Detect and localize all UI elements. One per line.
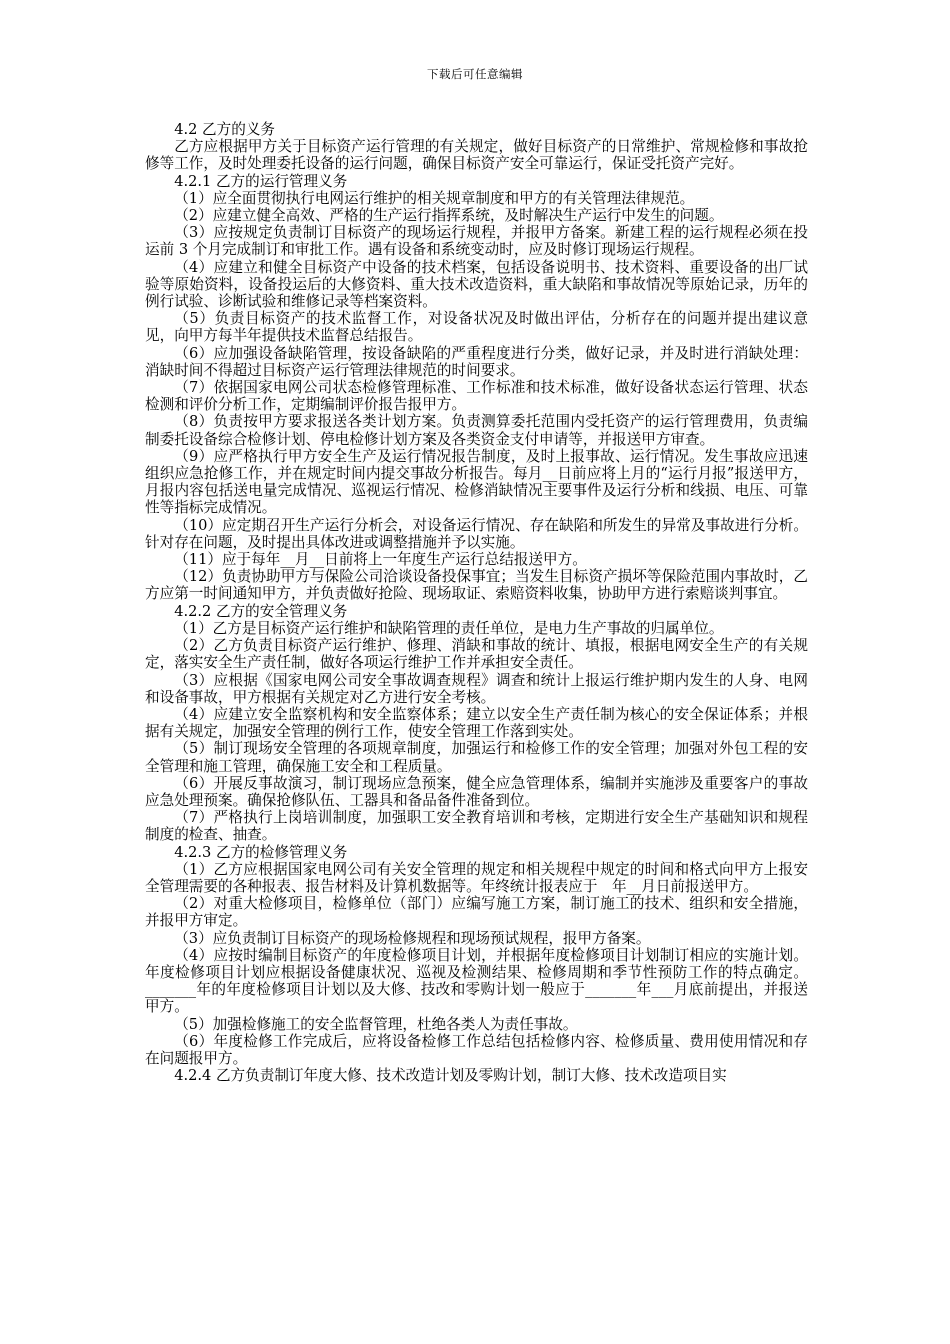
list-item: （7）严格执行上岗培训制度，加强职工安全教育培训和考核，定期进行安全生产基础知识和规程制度的检查、抽查。 [145,809,808,844]
list-item: （6）应加强设备缺陷管理，按设备缺陷的严重程度进行分类，做好记录，并及时进行消缺处理：消缺时间不得超过目标资产运行管理法律规范的时间要求。 [145,344,808,379]
paragraph: 乙方应根据甲方关于目标资产运行管理的有关规定，做好目标资产的日常维护、常规检修和事故抢修等工作，及时处理委托设备的运行问题，确保目标资产安全可靠运行，保证受托资产完好。 [145,138,808,173]
list-item: （11）应于每年__月__日前将上一年度生产运行总结报送甲方。 [174,551,587,569]
list-item: （9）应严格执行甲方安全生产及运行情况报告制度，及时上报事故、运行情况。发生事故应迅速组织应急抢修工作，并在规定时间内提交事故分析报告。每月__日前应将上月的“运行月报”报送甲方，月报内容包括送电量完成情况、巡视运行情况、检修消缺情况主要事件及运行分析和线损、电压、可靠性等指标完成情况。 [145,447,808,517]
list-item: （2）乙方负责目标资产运行维护、修理、消缺和事故的统计、填报，根据电网安全生产的有关规定，落实安全生产责任制，做好各项运行维护工作并承担安全责任。 [145,637,808,672]
list-item: （1）应全面贯彻执行电网运行维护的相关规章制度和甲方的有关管理法律规范。 [174,189,695,207]
document-body [145,121,808,1084]
list-item: （4）应建立安全监察机构和安全监察体系；建立以安全生产责任制为核心的安全保证体系；并根据有关规定，加强安全管理的例行工作，使安全管理工作落到实处。 [145,705,808,741]
list-item: （1）乙方应根据国家电网公司有关安全管理的规定和相关规程中规定的时间和格式向甲方上报安全管理需要的各种报表、报告材料及计算机数据等。年终统计报表应于 年__月日前报送甲方。 [145,860,808,895]
list-item: （4）应按时编制目标资产的年度检修项目计划，并根据年度检修项目计划制订相应的实施计划。年度检修项目计划应根据设备健康状况、巡视及检测结果、检修周期和季节性预防工作的特点确定。_______年的年度检修项目计划以及大修、技改和零购计划一般应于_______年___月底前提出，并报送甲方。 [145,946,808,1016]
list-item: （8）负责按甲方要求报送各类计划方案。负责测算委托范围内受托资产的运行管理费用，负责编制委托设备综合检修计划、停电检修计划方案及各类资金支付申请等，并报送甲方审查。 [145,413,808,448]
list-item: （5）负责目标资产的技术监督工作，对设备状况及时做出评估，分析存在的问题并提出建议意见，向甲方每半年提供技术监督总结报告。 [145,310,808,345]
list-item: （4）应建立和健全目标资产中设备的技术档案，包括设备说明书、技术资料、重要设备的出厂试验等原始资料，设备投运后的大修资料、重大技术改造资料，重大缺陷和事故情况等原始记录，历年的例行试验、诊断试验和维修记录等档案资料。 [145,258,808,311]
list-item: （5）加强检修施工的安全监督管理，杜绝各类人为责任事故。 [174,1015,578,1033]
list-item: （5）制订现场安全管理的各项规章制度，加强运行和检修工作的安全管理；加强对外包工程的安全管理和施工管理，确保施工安全和工程质量。 [145,740,808,775]
subsection-heading: 4.2.2 乙方的安全管理义务 [174,602,348,620]
subsection-heading: 4.2.1 乙方的运行管理义务 [174,172,348,190]
list-item: （12）负责协助甲方与保险公司洽谈设备投保事宜；当发生目标资产损坏等保险范围内事故时，乙方应第一时间通知甲方，并负责做好抢险、现场取证、索赔资料收集，协助甲方进行索赔谈判事宜。 [145,568,808,603]
list-item: （1）乙方是目标资产运行维护和缺陷管理的责任单位，是电力生产事故的归属单位。 [174,619,724,637]
section-heading: 4.2 乙方的义务 [174,121,276,138]
list-item: （6）年度检修工作完成后，应将设备检修工作总结包括检修内容、检修质量、费用使用情况和存在问题报甲方。 [145,1032,808,1067]
subsection-heading: 4.2.3 乙方的检修管理义务 [174,843,348,861]
list-item: （3）应负责制订目标资产的现场检修规程和现场预试规程，报甲方备案。 [174,929,651,947]
subsection-heading: 4.2.4 乙方负责制订年度大修、技术改造计划及零购计划，制订大修、技术改造项目实 [174,1067,727,1085]
list-item: （6）开展反事故演习，制订现场应急预案，健全应急管理体系，编制并实施涉及重要客户的事故应急处理预案。确保抢修队伍、工器具和备品备件准备到位。 [145,774,808,809]
list-item: （10）应定期召开生产运行分析会，对设备运行情况、存在缺陷和所发生的异常及事故进行分析。针对存在问题，及时提出具体改进或调整措施并予以实施。 [145,516,808,551]
list-item: （3）应按规定负责制订目标资产的现场运行规程，并报甲方备案。新建工程的运行规程必须在投运前 3 个月完成制订和审批工作。遇有设备和系统变动时，应及时修订现场运行规程。 [145,224,808,259]
list-item: （2）对重大检修项目，检修单位（部门）应编写施工方案，制订施工的技术、组织和安全措施，并报甲方审定。 [145,895,808,930]
list-item: （3）应根据《国家电网公司安全事故调查规程》调查和统计上报运行维护期内发生的人身、电网和设备事故，甲方根据有关规定对乙方进行安全考核。 [145,671,808,706]
page-header: 下载后可任意编辑 [427,67,523,81]
list-item: （7）依据国家电网公司状态检修管理标准、工作标准和技术标准，做好设备状态运行管理、状态检测和评价分析工作，定期编制评价报告报甲方。 [145,379,808,414]
list-item: （2）应建立健全高效、严格的生产运行指挥系统，及时解决生产运行中发生的问题。 [174,207,724,225]
